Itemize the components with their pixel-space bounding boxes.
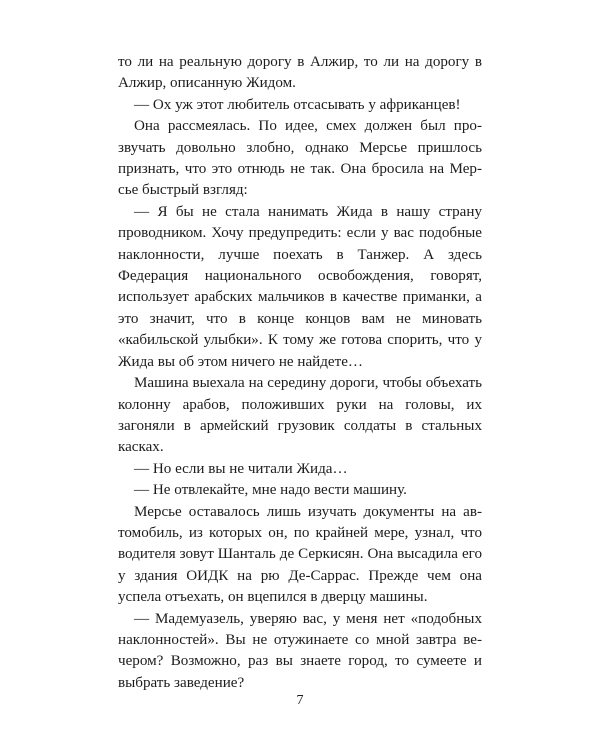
paragraph-dialogue: — Но если вы не читали Жида… — [134, 460, 348, 477]
paragraph-dialogue: — Я бы не стала нанимать Жида в нашу страну проводником. Хочу предупредить: если у вас подобные наклонности, лучше поехать в Танжер. А здесь Федерация национального освобождения, говорят, использует арабских мальчиков в качестве приманки, а это значит, что в конце концов вам не миновать «кабильской улыбки». К тому же готова спорить, что у Жида вы об этом ничего не найдете… — [118, 203, 482, 370]
paragraph: Мерсье оставалось лишь изучать документы на автомобиль, из которых он, по крайней мере, узнал, что водителя зовут Шанталь де Серкисян. Она высадила его у здания ОИДК на рю Де-Саррас. Прежде чем она успела отъехать, он вцепился в дверцу машины. — [118, 503, 482, 606]
page-number: 7 — [296, 693, 304, 708]
paragraph-dialogue: — Мадемуазель, уверяю вас, у меня нет «подобных наклонностей». Вы не отужинаете со мной завтра вечером? Возможно, раз вы знаете город, то сумеете и выбрать заведение? — [118, 610, 482, 691]
paragraph-dialogue: — Не отвлекайте, мне надо вести машину. — [134, 482, 407, 499]
paragraph: Машина выехала на середину дороги, чтобы объехать колонну арабов, положивших руки на головы, их загоняли в армейский грузовик солдаты в стальных касках. — [118, 375, 482, 456]
body-text — [118, 52, 482, 694]
paragraph: Она рассмеялась. По идее, смех должен был прозвучать довольно злобно, однако Мерсье пришлось признать, что это отнюдь не так. Она бросила на Мерсье быстрый взгляд: — [118, 118, 482, 199]
paragraph-continuation: то ли на реальную дорогу в Алжир, то ли на дорогу в Алжир, описанную Жидом. — [118, 54, 482, 92]
paragraph-dialogue: — Ох уж этот любитель отсасывать у африканцев! — [134, 96, 461, 113]
